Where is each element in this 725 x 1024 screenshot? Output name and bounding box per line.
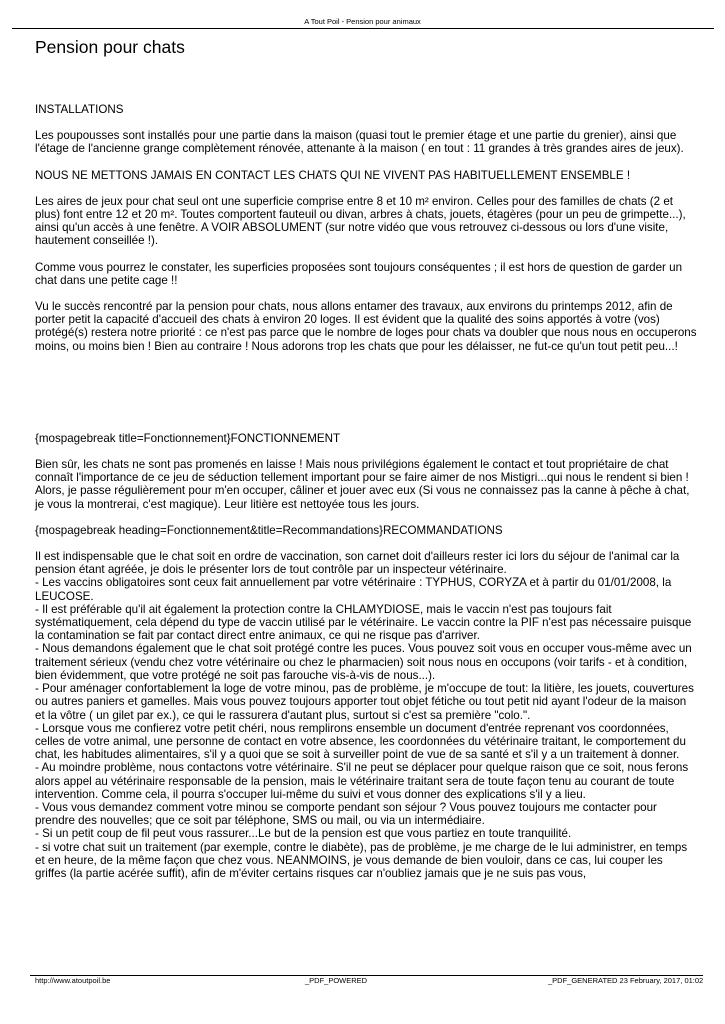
list-item: - Vous vous demandez comment votre minou se comporte pendant son séjour ? Vous pouvez toujours me contacter pour prendre des nouvelles; que ce soit par téléphone, SMS ou mail, ou via un intermédiaire. (35, 800, 657, 828)
list-item: - Au moindre problème, nous contactons votre vétérinaire. S'il ne peut se déplacer pour quelque raison que ce soit, nous ferons alors appel au vétérinaire responsable de la pension, mais le vétérinaire traitant sera de toute façon tenu au courant de toute intervention. Comme cela, il pourra s'occuper lui-même du suivi et vous donner des explications s'il y a lieu. (35, 761, 689, 801)
section-heading-fonctionnement: {mospagebreak title=Fonctionnement}FONCTIONNEMENT (35, 431, 341, 445)
recommendations-list (35, 550, 697, 880)
paragraph-play-areas: Les aires de jeux pour chat seul ont une superficie comprise entre 8 et 10 m² environ. Celles pour des familles de chats (2 et plus) font entre 12 et 20 m². Toutes comportent fauteuil ou divan, arbres à chats, jouets, étagères (pour un peu de grimpette...), ainsi qu'un accès à une fenêtre. A VOIR ABSOLUMENT (sur notre vidéo que vous retrouvez ci-dessous ou lors d'une visite, hautement conseillée !). (35, 194, 686, 248)
document-body (35, 103, 697, 880)
list-item: - Il est préférable qu'il ait également la protection contre la CHLAMYDIOSE, mais le vaccin n'est pas toujours fait systématiquement, cela dépend du type de vaccin utilisé par le vétérinaire. Le vaccin contre la PIF n'est pas nécessaire puisque la contamination se fait par contact direct entre animaux, ce qui ne risque pas d'arriver. (35, 602, 692, 643)
page-title: Pension pour chats (35, 37, 185, 57)
paragraph-installations: Les poupousses sont installés pour une partie dans la maison (quasi tout le premier étage et une partie du grenier), ainsi que l'étage de l'ancienne grange complètement rénovée, attenante à la maison ( en tout : 11 grandes à très grandes aires de jeux). (35, 129, 684, 156)
header-rule (12, 28, 714, 29)
paragraph-warning: NOUS NE METTONS JAMAIS EN CONTACT LES CHATS QUI NE VIVENT PAS HABITUELLEMENT ENSEMBLE ! (35, 168, 631, 182)
list-item: - Les vaccins obligatoires sont ceux fait annuellement par votre vétérinaire : TYPHUS, CORYZA et à partir du 01/01/2008, la LEUCOSE. (35, 576, 672, 603)
footer-url: http://www.atoutpoil.be (35, 976, 111, 985)
page-header: A Tout Poil - Pension pour animaux (304, 17, 421, 26)
section-heading-recommandations: {mospagebreak heading=Fonctionnement&title=Recommandations}RECOMMANDATIONS (35, 523, 503, 537)
list-item: - Nous demandons également que le chat soit protégé contre les puces. Vous pouvez soit vous en occuper vous-même avec un traitement sérieux (vendu chez votre vétérinaire ou chez le pharmacien) soit nous nous en occupons (voir tarifs - et à condition, bien évidemment, que votre protégé ne soit pas farouche vis-à-vis de nous...). (35, 642, 692, 682)
footer-powered: _PDF_POWERED (305, 976, 368, 985)
list-item: - Si un petit coup de fil peut vous rassurer...Le but de la pension est que vous partiez en toute tranquilité. (35, 827, 572, 841)
list-item: - Pour aménager confortablement la loge de votre minou, pas de problème, je m'occupe de tout: la litière, les jouets, couvertures ou autres paniers et gamelles. Mais vous pouvez toujours apporter tout objet fétiche ou tout petit nid ayant l'odeur de la maison et la vôtre ( un gilet par ex.), ce qui le rassurera d'autant plus, surtout si c'est sa première "colo.". (35, 682, 694, 722)
paragraph-fonctionnement: Bien sûr, les chats ne sont pas promenés en laisse ! Mais nous privilégions également le contact et tout propriétaire de chat connaît l'importance de ce jeu de séduction tellement important pour se faire aimer de nos Mistigri...qui nous le rendent si bien ! Alors, je passe régulièrement pour m'en occuper, câliner et jouer avec eux (Si vous ne connaissez pas la canne à pêche à chat, je vous la montrerai, c'est magique). Leur litière est nettoyée tous les jours. (35, 458, 690, 511)
footer-generated: _PDF_GENERATED 23 February, 2017, 01:02 (548, 976, 704, 985)
spacer (35, 366, 697, 432)
paragraph-vaccination: Il est indispensable que le chat soit en ordre de vaccination, son carnet doit d'ailleurs rester ici lors du séjour de l'animal car la pension étant agréée, je dois le présenter lors de tout contrôle par un inspecteur vétérinaire. (35, 550, 680, 577)
paragraph-surfaces: Comme vous pourrez le constater, les superficies proposées sont toujours conséquentes ; il est hors de question de garder un chat dans une petite cage !! (35, 260, 683, 287)
section-heading-installations: INSTALLATIONS (35, 103, 124, 116)
list-item: - si votre chat suit un traitement (par exemple, contre le diabète), pas de problème, je me charge de le lui administrer, en temps et en heure, de la même façon que chez vous. NEANMOINS, je vous demande de bien vouloir, dans ce cas, lui couper les griffes (la partie acérée suffit), afin de m'éviter certains risques car n'oubliez jamais que je ne suis pas vous, (35, 840, 688, 880)
paragraph-expansion: Vu le succès rencontré par la pension pour chats, nous allons entamer des travaux, aux environs du printemps 2012, afin de porter petit la capacité d'accueil des chats à environ 20 loges. Il est évident que la qualité des soins apportés à votre (vos) protégé(s) restera notre priorité : ce n'est pas parce que le nombre de loges pour chats va doubler que nous nous en occuperons moins, ou moins bien ! Bien au contraire ! Nous adorons trop les chats que pour les délaisser, ne fut-ce qu'un tout petit peu...! (35, 300, 697, 353)
list-item: - Lorsque vous me confierez votre petit chéri, nous remplirons ensemble un document d'entrée reprenant vos coordonnées, celles de votre animal, une personne de contact en votre absence, les coordonnées du vétérinaire traitant, le comportement du chat, les habitudes alimentaires, s'il y a quoi que se soit à surveiller point de vue de sa santé et s'il y a un traitement à donner. (35, 721, 686, 762)
